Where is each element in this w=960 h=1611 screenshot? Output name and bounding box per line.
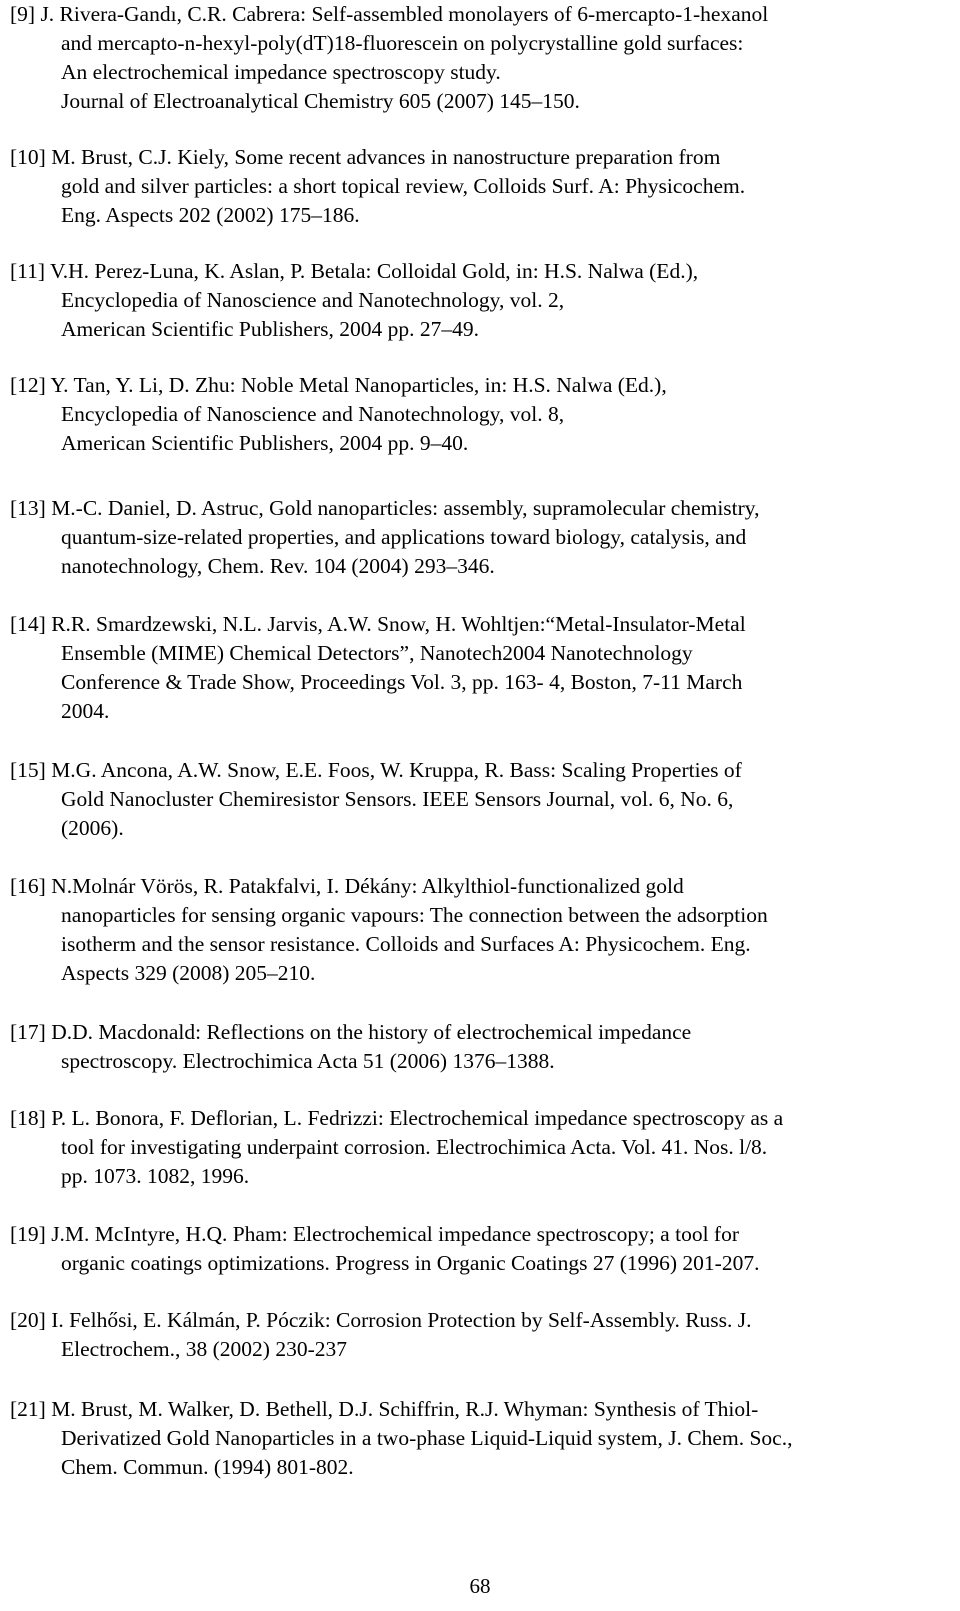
reference-line: Eng. Aspects 202 (2002) 175–186. xyxy=(61,203,360,227)
reference-line: Conference & Trade Show, Proceedings Vol. 3, pp. 163- 4, Boston, 7-11 March xyxy=(61,670,743,694)
reference-line: organic coatings optimizations. Progress in Organic Coatings 27 (1996) 201-207. xyxy=(61,1251,760,1275)
reference-line: 2004. xyxy=(61,699,110,723)
reference-18 xyxy=(10,1104,945,1191)
reference-line: quantum-size-related properties, and applications toward biology, catalysis, and xyxy=(61,525,747,549)
reference-line: gold and silver particles: a short topical review, Colloids Surf. A: Physicochem. xyxy=(61,174,746,198)
reference-line: isotherm and the sensor resistance. Colloids and Surfaces A: Physicochem. Eng. xyxy=(61,932,751,956)
reference-20 xyxy=(10,1306,945,1364)
reference-12 xyxy=(10,371,945,458)
reference-line: American Scientific Publishers, 2004 pp. 27–49. xyxy=(61,317,479,341)
reference-line: [15] M.G. Ancona, A.W. Snow, E.E. Foos, W. Kruppa, R. Bass: Scaling Properties of xyxy=(10,758,742,782)
reference-line: [12] Y. Tan, Y. Li, D. Zhu: Noble Metal Nanoparticles, in: H.S. Nalwa (Ed.), xyxy=(10,373,667,397)
reference-line: [21] M. Brust, M. Walker, D. Bethell, D.J. Schiffrin, R.J. Whyman: Synthesis of Thiol- xyxy=(10,1397,759,1421)
reference-11 xyxy=(10,257,945,344)
reference-line: American Scientific Publishers, 2004 pp. 9–40. xyxy=(61,431,469,455)
reference-line: [17] D.D. Macdonald: Reflections on the history of electrochemical impedance xyxy=(10,1020,692,1044)
reference-line: Encyclopedia of Nanoscience and Nanotechnology, vol. 2, xyxy=(61,288,565,312)
reference-line: [14] R.R. Smardzewski, N.L. Jarvis, A.W. Snow, H. Wohltjen:“Metal-Insulator-Metal xyxy=(10,612,746,636)
reference-line: (2006). xyxy=(61,816,124,840)
reference-line: [13] M.-C. Daniel, D. Astruc, Gold nanoparticles: assembly, supramolecular chemistry, xyxy=(10,496,760,520)
reference-line: spectroscopy. Electrochimica Acta 51 (2006) 1376–1388. xyxy=(61,1049,555,1073)
reference-line: Gold Nanocluster Chemiresistor Sensors. IEEE Sensors Journal, vol. 6, No. 6, xyxy=(61,787,734,811)
reference-line: pp. 1073. 1082, 1996. xyxy=(61,1164,250,1188)
reference-line: [10] M. Brust, C.J. Kiely, Some recent advances in nanostructure preparation from xyxy=(10,145,721,169)
reference-line: nanotechnology, Chem. Rev. 104 (2004) 293–346. xyxy=(61,554,495,578)
reference-21 xyxy=(10,1395,945,1482)
reference-line: [9] J. Rivera-Gandı, C.R. Cabrera: Self-assembled monolayers of 6-mercapto-1-hexanol xyxy=(10,2,769,26)
reference-line: and mercapto-n-hexyl-poly(dT)18-fluorescein on polycrystalline gold surfaces: xyxy=(61,31,744,55)
reference-19 xyxy=(10,1220,945,1278)
reference-line: tool for investigating underpaint corrosion. Electrochimica Acta. Vol. 41. Nos. l/8. xyxy=(61,1135,768,1159)
reference-17 xyxy=(10,1018,945,1076)
page-number: 68 xyxy=(469,1574,491,1598)
reference-line: Journal of Electroanalytical Chemistry 605 (2007) 145–150. xyxy=(61,89,580,113)
reference-line: Electrochem., 38 (2002) 230-237 xyxy=(61,1337,347,1361)
reference-13 xyxy=(10,494,945,581)
reference-line: [11] V.H. Perez-Luna, K. Aslan, P. Betala: Colloidal Gold, in: H.S. Nalwa (Ed.), xyxy=(10,259,699,283)
reference-line: [16] N.Molnár Vörös, R. Patakfalvi, I. Dékány: Alkylthiol-functionalized gold xyxy=(10,874,684,898)
reference-line: Ensemble (MIME) Chemical Detectors”, Nanotech2004 Nanotechnology xyxy=(61,641,693,665)
reference-line: An electrochemical impedance spectroscopy study. xyxy=(61,60,501,84)
reference-line: [18] P. L. Bonora, F. Deflorian, L. Fedrizzi: Electrochemical impedance spectroscopy as a xyxy=(10,1106,784,1130)
reference-15 xyxy=(10,756,945,843)
reference-line: Encyclopedia of Nanoscience and Nanotechnology, vol. 8, xyxy=(61,402,565,426)
reference-line: nanoparticles for sensing organic vapours: The connection between the adsorption xyxy=(61,903,768,927)
reference-9 xyxy=(10,0,945,116)
reference-line: Derivatized Gold Nanoparticles in a two-phase Liquid-Liquid system, J. Chem. Soc., xyxy=(61,1426,793,1450)
reference-line: Chem. Commun. (1994) 801-802. xyxy=(61,1455,354,1479)
reference-14 xyxy=(10,610,945,726)
reference-line: [19] J.M. McIntyre, H.Q. Pham: Electrochemical impedance spectroscopy; a tool for xyxy=(10,1222,739,1246)
reference-10 xyxy=(10,143,945,230)
reference-line: Aspects 329 (2008) 205–210. xyxy=(61,961,316,985)
reference-16 xyxy=(10,872,945,988)
reference-line: [20] I. Felhősi, E. Kálmán, P. Póczik: Corrosion Protection by Self-Assembly. Russ. J. xyxy=(10,1308,752,1332)
